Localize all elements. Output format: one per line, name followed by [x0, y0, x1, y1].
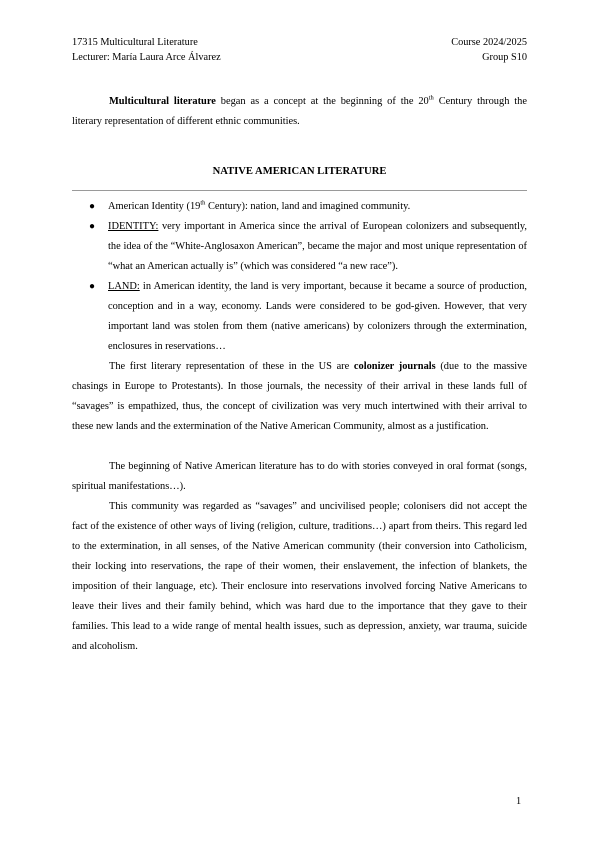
journals-text-a: The first literary representation of these in the US are [109, 361, 354, 372]
page-header [72, 35, 527, 65]
journals-paragraph [72, 357, 527, 437]
bullet-dot-icon: ● [89, 201, 96, 212]
document-body [72, 92, 527, 657]
bullet-list [72, 197, 527, 357]
group-label: Group S10 [482, 52, 527, 63]
paragraph-spacer [72, 437, 527, 457]
bullet-dot-icon: ● [89, 221, 96, 232]
bullet-label-land: LAND: [108, 281, 140, 292]
course-year: Course 2024/2025 [451, 37, 527, 48]
bullet-text-land: in American identity, the land is very important, because it became a source of production, conception and in a way, economy. Lands were considered to be god-given. However, that very important land was stolen from them (native americans) by colonizers through the extermination, enclosures in reservations… [108, 281, 527, 352]
page-number: 1 [516, 796, 522, 807]
bullet-dot-icon: ● [89, 281, 96, 292]
course-code: 17315 Multicultural Literature [72, 37, 198, 48]
horizontal-divider [72, 190, 527, 191]
bullet-item-land [72, 277, 527, 357]
oral-paragraph: The beginning of Native American literature has to do with stories conveyed in oral format (songs, spiritual manifestations…). [72, 461, 527, 492]
intro-superscript: th [428, 94, 434, 102]
intro-text-a: began as a concept at the beginning of the 20 [215, 96, 429, 107]
savages-paragraph: This community was regarded as “savages” and uncivilised people; colonisers did not accept the fact of the existence of other ways of living (religion, culture, traditions…) apart from theirs. This regard led to the extermination, in all senses, of the Native American community (their conversion into Catholicism, their locking into reservations, the rape of their women, their enslavement, the infection of blankets, the imposition of their language, etc). Their enclosure into reservations involved forcing Native Americans to leave their lives and their family behind, which was hard due to the importance that they gave to their families. This lead to a wide range of mental health issues, such as depression, anxiety, war trauma, suicide and alcoholism. [72, 501, 527, 652]
intro-paragraph [72, 92, 527, 132]
bullet-superscript: th [200, 199, 206, 207]
section-title: NATIVE AMERICAN LITERATURE [212, 166, 387, 177]
bullet-text-identity: very important in America since the arrival of European colonizers and subsequently, the idea of the “White-Anglosaxon American”, became the major and most unique representation of “what an American actually is” (which was considered “a new race”). [108, 221, 527, 272]
bullet-item-identity [72, 217, 527, 277]
intro-text-b: Century through the literary representation of different ethnic communities. [72, 96, 527, 127]
bullet-item-identity-overview [72, 197, 527, 217]
bullet-text-b: Century): nation, land and imagined community. [205, 201, 411, 212]
bullet-label-identity: IDENTITY: [108, 221, 159, 232]
journals-bold-term: colonizer journals [353, 361, 436, 372]
bullet-text-a: American Identity (19 [108, 201, 201, 212]
intro-bold-term: Multicultural literature [109, 96, 216, 107]
journals-text-b: (due to the massive chasings in Europe to Protestants). In those journals, the necessity of their arrival in these lands full of “savages” is empathized, thus, the concept of civilization was very much intertwined with their arrival to these new lands and the extermination of the Native American Community, almost as a justification. [72, 361, 527, 432]
lecturer-name: Lecturer: María Laura Arce Álvarez [72, 52, 221, 63]
